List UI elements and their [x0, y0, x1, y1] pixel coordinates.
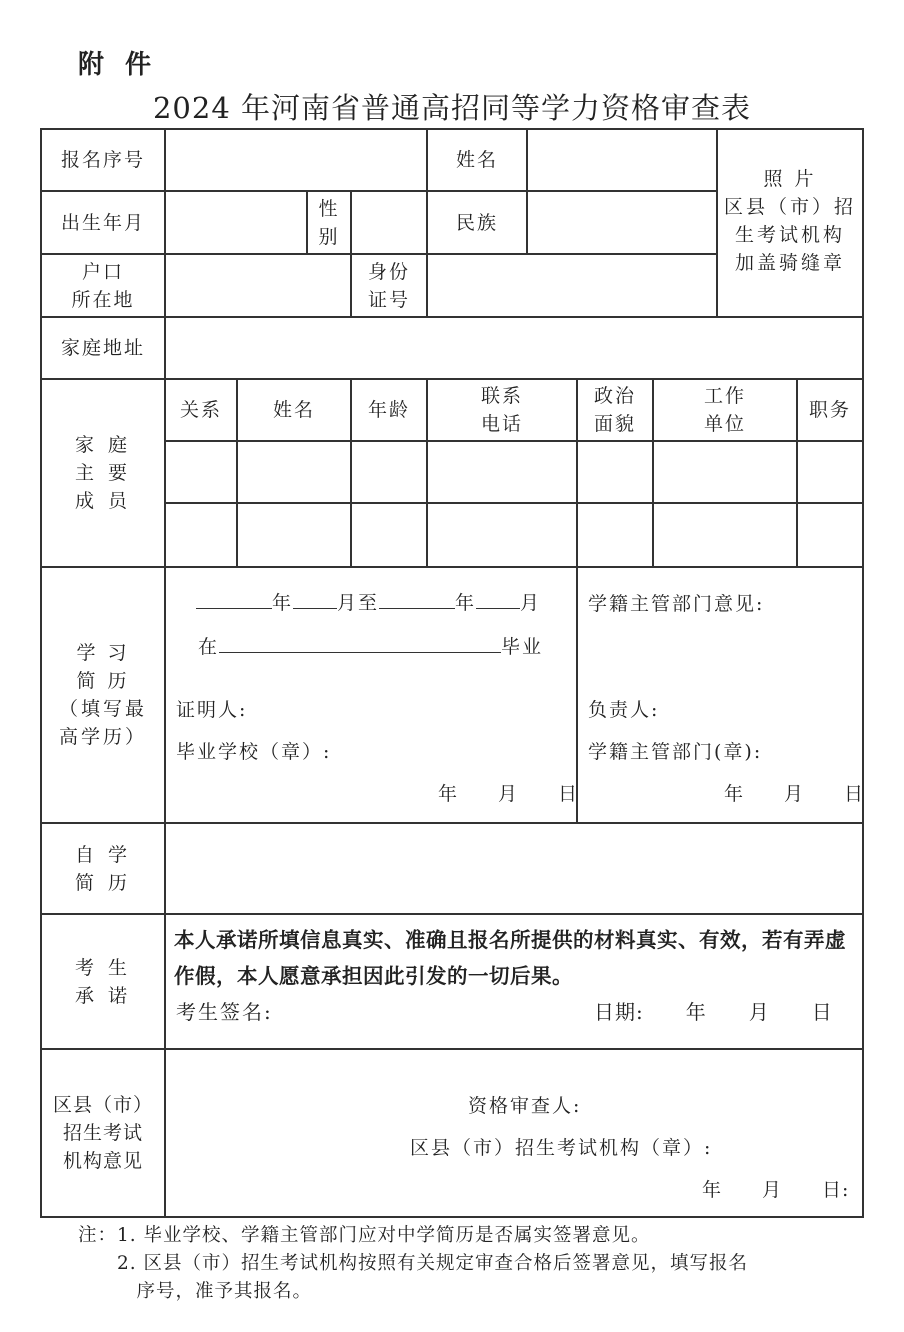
- birth-label: 出生年月: [60, 211, 145, 234]
- self-study-field[interactable]: [166, 824, 862, 913]
- family-header-phone: 联系 电话: [480, 385, 523, 435]
- reg-no-label: 报名序号: [60, 149, 145, 171]
- name-field[interactable]: [528, 130, 716, 190]
- responsible-label: 负责人:: [588, 699, 660, 721]
- ethnicity-label: 民族: [455, 211, 498, 234]
- registry-opinion-label: 学籍主管部门意见:: [588, 593, 765, 615]
- review-form: [40, 128, 864, 1218]
- family-label: 家 庭 主 要 成 员: [74, 434, 132, 512]
- note-1: 注：1. 毕业学校、学籍主管部门应对中学简历是否属实签署意见。: [78, 1225, 651, 1246]
- photo-seal-area: 照 片 区县（市）招 生考试机构 加盖骑缝章: [723, 168, 856, 274]
- address-field[interactable]: [166, 318, 862, 378]
- family-header-political: 政治 面貌: [593, 385, 636, 435]
- hukou-label: 户口 所在地: [71, 260, 135, 311]
- family-row-2[interactable]: [166, 504, 862, 566]
- family-header-name: 姓名: [272, 399, 315, 421]
- school-seal-label: 毕业学校（章）:: [176, 741, 332, 763]
- registry-seal-label: 学籍主管部门(章):: [588, 741, 763, 763]
- family-header-age: 年龄: [367, 399, 410, 421]
- id-no-field[interactable]: [428, 255, 716, 316]
- attachment-label: 附 件: [78, 50, 158, 80]
- reg-no-field[interactable]: [166, 130, 426, 190]
- family-header-position: 职务: [808, 399, 851, 421]
- gender-label: 性 别: [318, 197, 340, 248]
- pledge-date: 日期: 年 月 日: [594, 1000, 833, 1024]
- district-date: 年 月 日:: [702, 1179, 850, 1201]
- pledge-text: 本人承诺所填信息真实、准确且报名所提供的材料真实、有效，若有弄虚作假，本人愿意承担因此引发的一切后果。: [174, 928, 846, 988]
- study-school: 在 毕业: [198, 632, 543, 661]
- study-period: 年 月至 年 月: [196, 588, 541, 617]
- birth-field[interactable]: [166, 192, 306, 253]
- note-3: 序号，准予其报名。: [78, 1281, 313, 1302]
- self-study-label: 自 学 简 历: [74, 843, 132, 894]
- registry-date: 年 月 日: [724, 783, 865, 805]
- name-label: 姓名: [455, 149, 498, 171]
- study-label: 学 习 简 历 （填写最 高学历）: [58, 642, 147, 748]
- address-label: 家庭地址: [60, 337, 145, 359]
- hukou-field[interactable]: [166, 255, 350, 316]
- ethnicity-field[interactable]: [528, 192, 716, 253]
- witness-label: 证明人:: [176, 699, 248, 721]
- district-seal-label: 区县（市）招生考试机构（章）:: [410, 1137, 713, 1159]
- notes: [78, 1222, 748, 1306]
- reviewer-label: 资格审查人:: [468, 1095, 582, 1117]
- gender-field[interactable]: [352, 192, 426, 253]
- id-no-label: 身份 证号: [367, 260, 410, 311]
- page-title: 2024 年河南省普通高招同等学力资格审查表: [152, 91, 752, 125]
- study-date: 年 月 日: [438, 783, 579, 805]
- note-2: 2. 区县（市）招生考试机构按照有关规定审查合格后签署意见，填写报名: [78, 1253, 749, 1274]
- family-header-work: 工作 单位: [703, 385, 746, 435]
- family-header-relation: 关系: [179, 399, 222, 421]
- pledge-label: 考 生 承 诺: [74, 956, 132, 1007]
- district-label: 区县（市） 招生考试 机构意见: [52, 1094, 153, 1172]
- signature-label: 考生签名:: [176, 1000, 273, 1024]
- family-row-1[interactable]: [166, 442, 862, 502]
